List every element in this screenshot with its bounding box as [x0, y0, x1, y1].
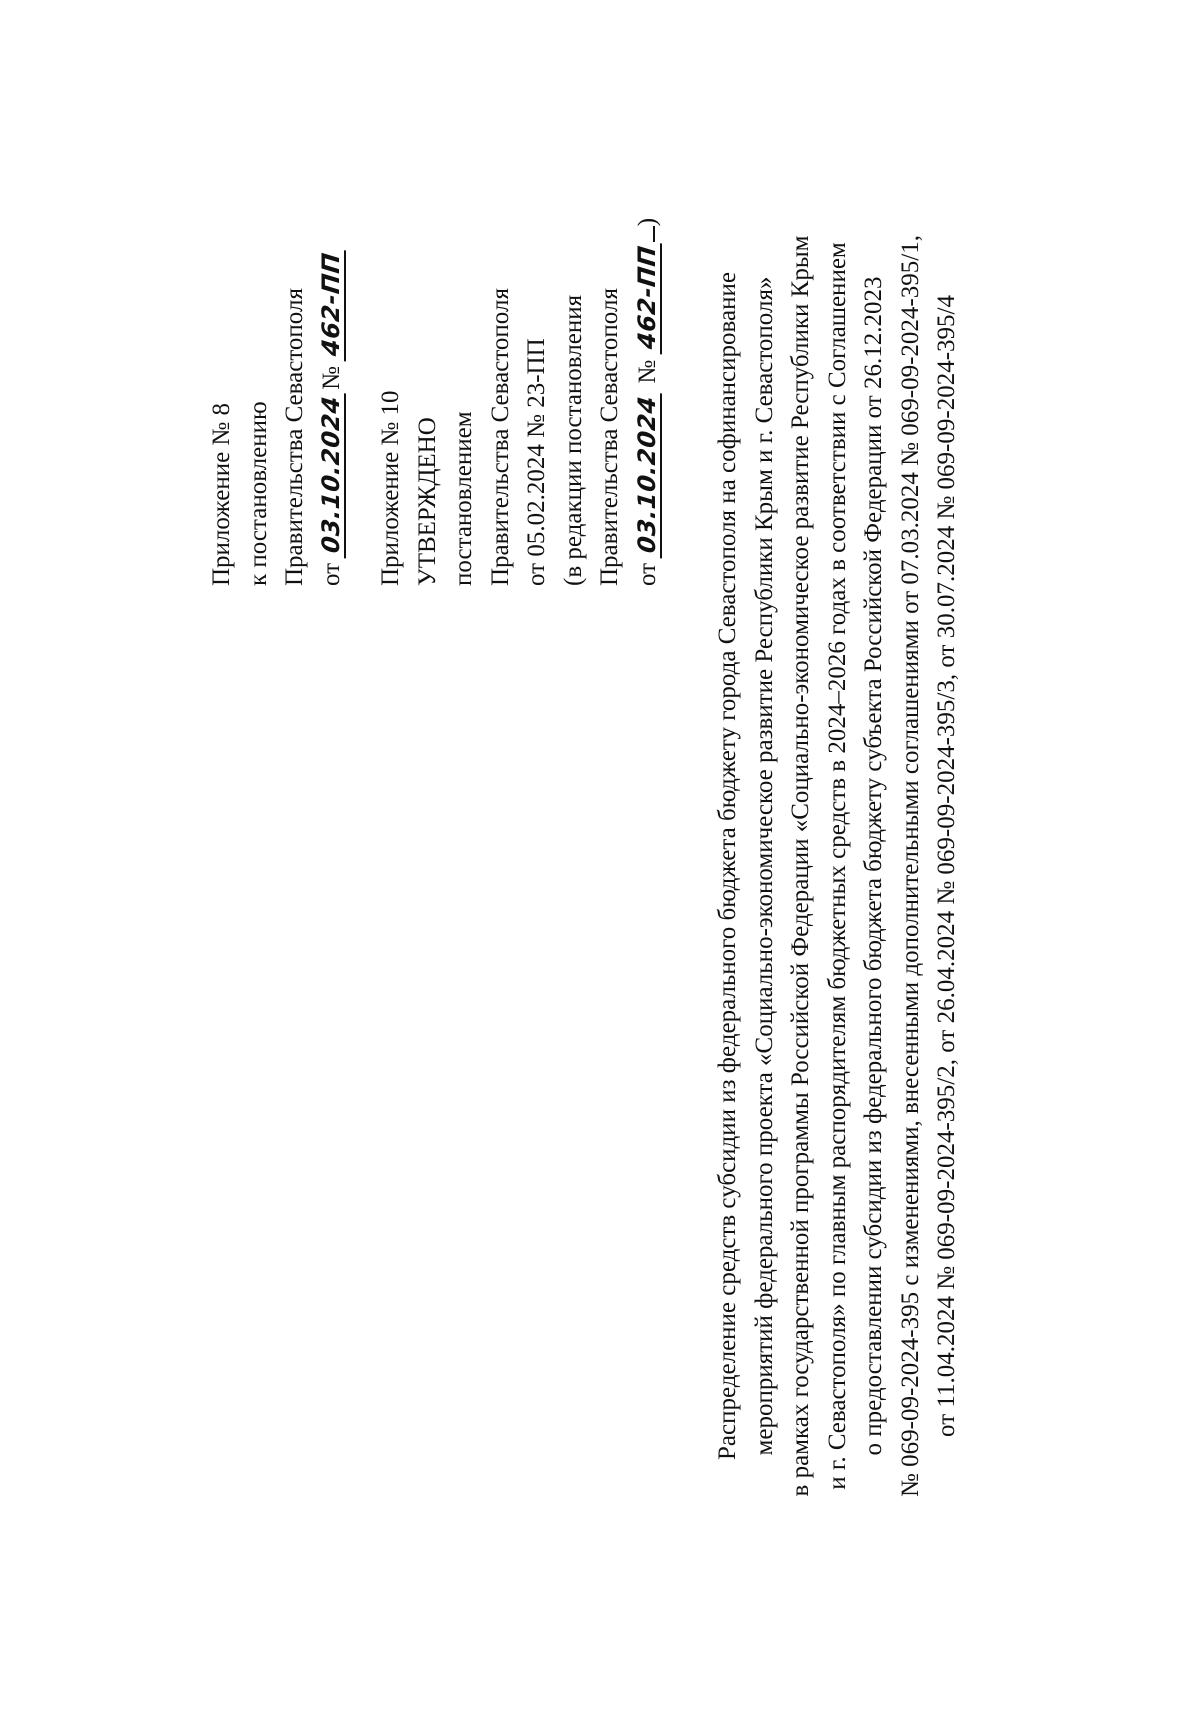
appendix-10-line-6: (в редакции постановления: [559, 294, 587, 586]
appendix-10-line-3: постановлением: [450, 411, 477, 586]
title-line: мероприятий федерального проекта «Социально-экономическое развитие Республики Крым и г. Севастополя»: [750, 276, 778, 1456]
handwritten-date: 03.10.2024: [318, 390, 346, 558]
number-label: №: [633, 359, 661, 384]
title-line: о предоставлении субсидии из федерального бюджета бюджету субъекта Российской Федерации от 26.12.2023: [860, 276, 887, 1456]
appendix-10-date-line: [629, 26, 667, 586]
title-line: от 11.04.2024 № 069-09-2024-395/2, от 26.04.2024 № 069-09-2024-395/3, от 30.07.2024 № 069-09-2024-395/4: [933, 295, 960, 1437]
title-line: № 069-09-2024-395 с изменениями, внесенными дополнительными соглашениями от 07.03.2024 № 069-09-2024-395/1,: [896, 235, 924, 1497]
appendix-10-header: [373, 26, 666, 586]
appendix-10-title: Приложение № 10: [377, 390, 404, 586]
appendix-8-line-2: к постановлению: [244, 401, 272, 586]
appendix-10-line-5: от 05.02.2024 № 23-ПП: [523, 338, 550, 586]
appendix-8-header: [204, 26, 350, 586]
number-label: №: [317, 365, 345, 390]
appendix-10-line-4: Правительства Севастополя: [486, 288, 514, 586]
appendix-10-line-7: Правительства Севастополя: [596, 288, 623, 586]
title-line: в рамках государственной программы Российской Федерации «Социально-экономическое развитие Республики Крым: [787, 235, 814, 1497]
title-line: и г. Севастополя» по главным распорядителям бюджетных средств в 2024–2026 годах в соответствии с Соглашением: [823, 242, 851, 1490]
appendix-8-date-line: [314, 26, 351, 586]
document-title: [710, 66, 966, 1666]
closing-parenthesis: ): [633, 217, 661, 227]
appendix-8-line-3: Правительства Севастополя: [281, 288, 308, 586]
title-line: Распределение средств субсидии из федерального бюджета бюджету города Севастополя на софинансирование: [714, 272, 741, 1460]
appendix-8-title: Приложение № 8: [208, 402, 235, 586]
from-prefix: от: [633, 562, 661, 586]
handwritten-number: 462-ПП: [634, 241, 662, 355]
from-prefix: от: [317, 562, 345, 586]
handwritten-number: 462-ПП: [318, 247, 346, 361]
blank-underline: [629, 226, 655, 242]
approved-label: УТВЕРЖДЕНО: [413, 417, 441, 586]
handwritten-date: 03.10.2024: [634, 390, 662, 558]
